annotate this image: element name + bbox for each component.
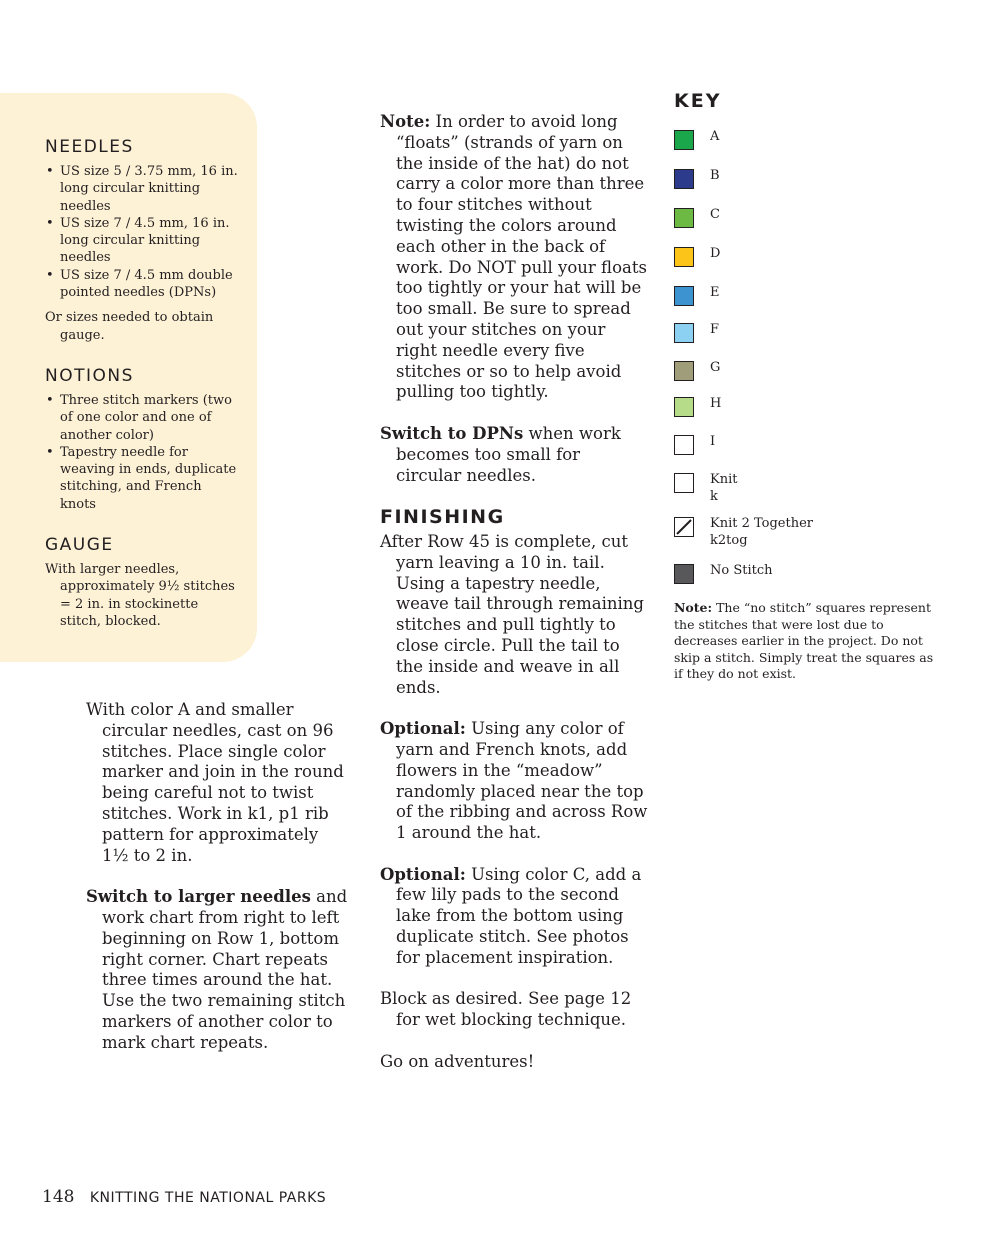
needles-section	[45, 137, 240, 344]
larger-needles-lead: Switch to larger needles	[86, 887, 311, 907]
key-note-text: The “no stitch” squares represent the stitches that were lost due to decreases earlier in the project. Do not skip a stitch. Simply treat the squares as if they do not exist.	[674, 600, 934, 682]
notions-section	[45, 366, 240, 513]
optional-lead: Optional:	[380, 864, 466, 884]
note-lead: Note:	[380, 112, 431, 131]
optional-flowers-paragraph	[380, 719, 650, 844]
key-label-text: H	[710, 396, 722, 411]
materials-sidebar	[0, 93, 257, 662]
key-label	[710, 433, 715, 450]
gauge-heading: GAUGE	[45, 535, 114, 555]
color-swatch	[674, 361, 694, 381]
key-label	[710, 167, 720, 184]
key-label	[710, 515, 813, 549]
key-label	[710, 562, 773, 579]
dpn-text: when work becomes too small for circular needles.	[396, 423, 621, 485]
key-label-text: Knit 2 Together	[710, 516, 814, 531]
key-label-text: F	[710, 322, 720, 337]
key-label	[710, 128, 719, 145]
finishing-paragraph: After Row 45 is complete, cut yarn leaving a 10 in. tail. Using a tapestry needle, weave tail through remaining stitches and pull tightly to close circle. Pull the tail to the inside and weave in all ends.	[380, 531, 644, 697]
larger-needles-paragraph	[86, 887, 348, 1053]
gauge-text: With larger needles, approximately 9½ stitches = 2 in. in stockinette stitch, blocked.	[45, 562, 235, 629]
key-label-text: I	[710, 434, 716, 449]
key-label	[710, 359, 720, 376]
book-title: KNITTING THE NATIONAL PARKS	[89, 1190, 327, 1206]
key-label	[710, 321, 719, 338]
dpn-paragraph	[380, 424, 650, 486]
key-label-text: G	[710, 360, 721, 375]
adventures-paragraph: Go on adventures!	[380, 1051, 535, 1071]
finishing-heading: FINISHING	[380, 506, 505, 529]
list-item: • US size 5 / 3.75 mm, 16 in. long circular knitting needles	[60, 163, 240, 215]
optional-text: Using color C, add a few lily pads to the second lake from the bottom using duplicate stitch. See photos for placement inspiration.	[396, 864, 642, 967]
optional-lilypads-paragraph	[380, 865, 650, 969]
key-label-text: E	[710, 285, 720, 300]
list-item: • Tapestry needle for weaving in ends, duplicate stitching, and French knots	[60, 444, 240, 513]
list-item: • Three stitch markers (two of one color and one of another color)	[60, 392, 240, 444]
color-swatch	[674, 247, 694, 267]
larger-needles-text: and work chart from right to left beginning on Row 1, bottom right corner. Chart repeats three times around the hat. Use the two remaining stitch markers of another color to mark chart repeats.	[102, 887, 348, 1052]
key-label-text: C	[710, 207, 720, 222]
key-label-text: Knit	[710, 472, 738, 487]
key-label	[710, 395, 721, 412]
gauge-note: Or sizes needed to obtain gauge.	[45, 310, 214, 343]
key-heading: KEY	[674, 90, 722, 112]
page-number: 148	[42, 1187, 75, 1207]
page-footer	[42, 1187, 326, 1207]
key-note	[674, 600, 939, 683]
color-swatch	[674, 208, 694, 228]
color-swatch	[674, 397, 694, 417]
notions-heading: NOTIONS	[45, 366, 134, 386]
left-column	[86, 700, 348, 1054]
color-swatch	[674, 130, 694, 150]
chart-key	[674, 90, 944, 682]
list-item: • US size 7 / 4.5 mm, 16 in. long circular knitting needles	[60, 215, 240, 267]
key-note-lead: Note:	[674, 600, 713, 615]
key-label	[710, 245, 720, 262]
no-stitch-icon	[674, 564, 694, 584]
floats-note	[380, 112, 650, 403]
gauge-section	[45, 535, 240, 630]
list-item: • US size 7 / 4.5 mm double pointed needles (DPNs)	[60, 267, 240, 302]
knit-icon	[674, 473, 694, 493]
key-label	[710, 471, 737, 505]
needles-list	[45, 163, 240, 301]
optional-lead: Optional:	[380, 719, 466, 739]
key-label	[710, 206, 720, 223]
key-label-text: A	[710, 129, 720, 144]
key-label-text: B	[710, 168, 720, 183]
notions-list	[45, 392, 240, 513]
k2tog-icon	[674, 517, 694, 537]
optional-text: Using any color of yarn and French knots, add flowers in the “meadow” randomly placed near the top of the ribbing and across Row 1 around the hat.	[396, 719, 648, 843]
middle-column	[380, 112, 650, 1073]
key-label-abbrev: k2tog	[710, 533, 748, 548]
key-label	[710, 284, 720, 301]
needles-heading: NEEDLES	[45, 137, 134, 157]
key-label-abbrev: k	[710, 489, 718, 504]
color-swatch	[674, 323, 694, 343]
color-swatch	[674, 435, 694, 455]
cast-on-paragraph: With color A and smaller circular needles, cast on 96 stitches. Place single color marker and join in the round being careful not to twist stitches. Work in k1, p1 rib pattern for approximately 1½ to 2 in.	[86, 700, 344, 865]
key-label-text: No Stitch	[710, 563, 773, 578]
color-swatch	[674, 286, 694, 306]
block-paragraph: Block as desired. See page 12 for wet blocking technique.	[380, 989, 632, 1030]
dpn-lead: Switch to DPNs	[380, 423, 524, 443]
key-label-text: D	[710, 246, 721, 261]
color-swatch	[674, 169, 694, 189]
note-text: In order to avoid long “floats” (strands of yarn on the inside of the hat) do not carry a color more than three to four stitches without twisting the colors around each other in the back of work. Do NOT pull your floats too tightly or your hat will be too small. Be sure to spread out your stitches on your right needle every five stitches or so to help avoid pulling too tightly.	[396, 112, 647, 402]
